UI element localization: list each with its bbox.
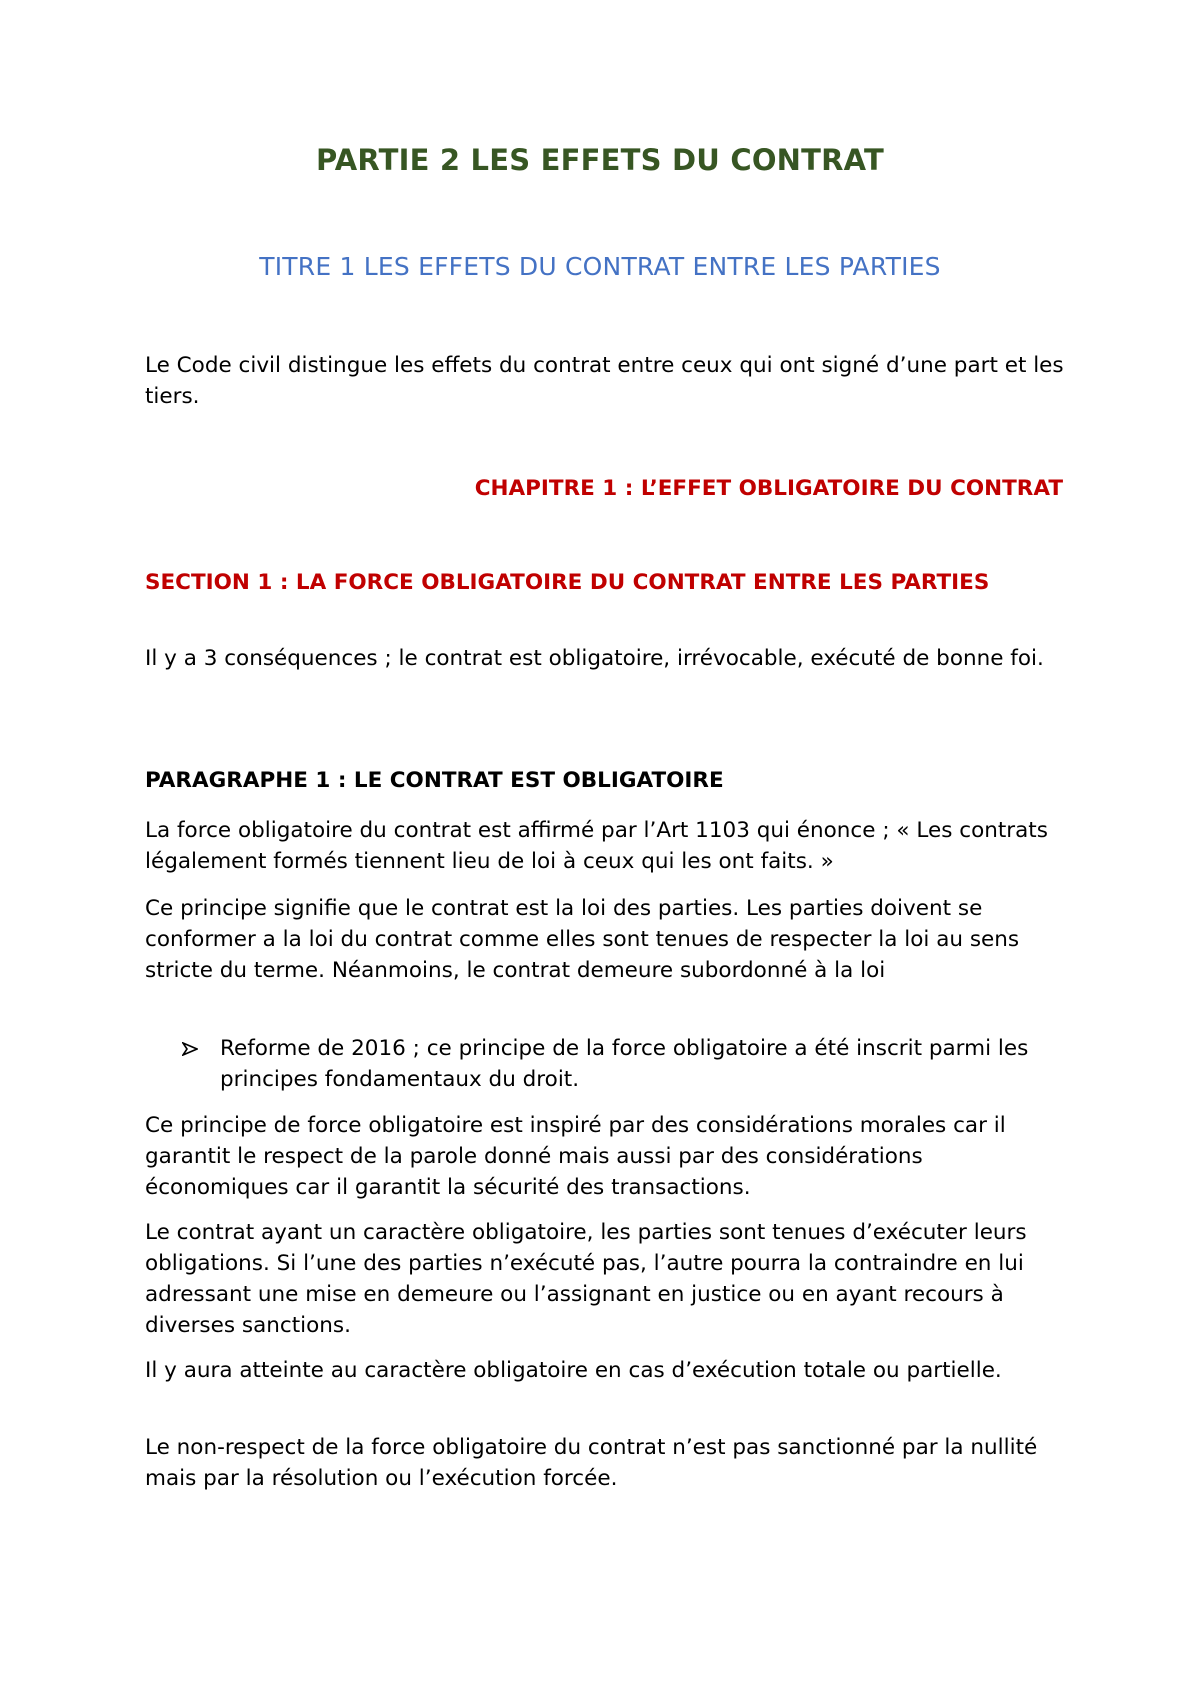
titre-heading: TITRE 1 LES EFFETS DU CONTRAT ENTRE LES PARTIES (259, 252, 941, 281)
bullet-text: Reforme de 2016 ; ce principe de la force obligatoire a été inscrit parmi les principes fondamentaux du droit. (220, 1036, 1029, 1092)
chapitre-heading: CHAPITRE 1 : L’EFFET OBLIGATOIRE DU CONTRAT (474, 476, 1063, 501)
body-paragraph: Il y aura atteinte au caractère obligatoire en cas d’exécution totale ou partielle. (145, 1358, 1002, 1383)
section-body-paragraph: Il y a 3 conséquences ; le contrat est obligatoire, irrévocable, exécuté de bonne foi. (145, 646, 1044, 671)
body-paragraph: Le contrat ayant un caractère obligatoire, les parties sont tenues d’exécuter leurs obligations. Si l’une des parties n’exécuté pas, l’autre pourra la contraindre en lui adressant une mise en demeure ou l’assignant en justice ou en ayant recours à diverses sanctions. (145, 1220, 1027, 1338)
partie-title: PARTIE 2 LES EFFETS DU CONTRAT (315, 143, 885, 177)
body-paragraph: Ce principe signifie que le contrat est la loi des parties. Les parties doivent se conformer a la loi du contrat comme elles sont tenues de respecter la loi au sens stricte du terme. Néanmoins, le contrat demeure subordonné à la loi (145, 896, 1020, 983)
arrowhead-bullet-icon (182, 1033, 220, 1095)
bullet-list-item (182, 1033, 1062, 1095)
body-paragraph: Ce principe de force obligatoire est inspiré par des considérations morales car il garantit le respect de la parole donné mais aussi par des considérations économiques car il garantit la sécurité des transactions. (145, 1113, 1006, 1200)
body-paragraph: Le non-respect de la force obligatoire du contrat n’est pas sanctionné par la nullité mais par la résolution ou l’exécution forcée. (145, 1435, 1038, 1491)
intro-paragraph: Le Code civil distingue les effets du contrat entre ceux qui ont signé d’une part et les tiers. (145, 353, 1064, 409)
paragraphe-heading: PARAGRAPHE 1 : LE CONTRAT EST OBLIGATOIRE (145, 768, 724, 793)
section-heading: SECTION 1 : LA FORCE OBLIGATOIRE DU CONTRAT ENTRE LES PARTIES (145, 570, 990, 595)
body-paragraph: La force obligatoire du contrat est affirmé par l’Art 1103 qui énonce ; « Les contrats légalement formés tiennent lieu de loi à ceux qui les ont faits. » (145, 818, 1048, 874)
